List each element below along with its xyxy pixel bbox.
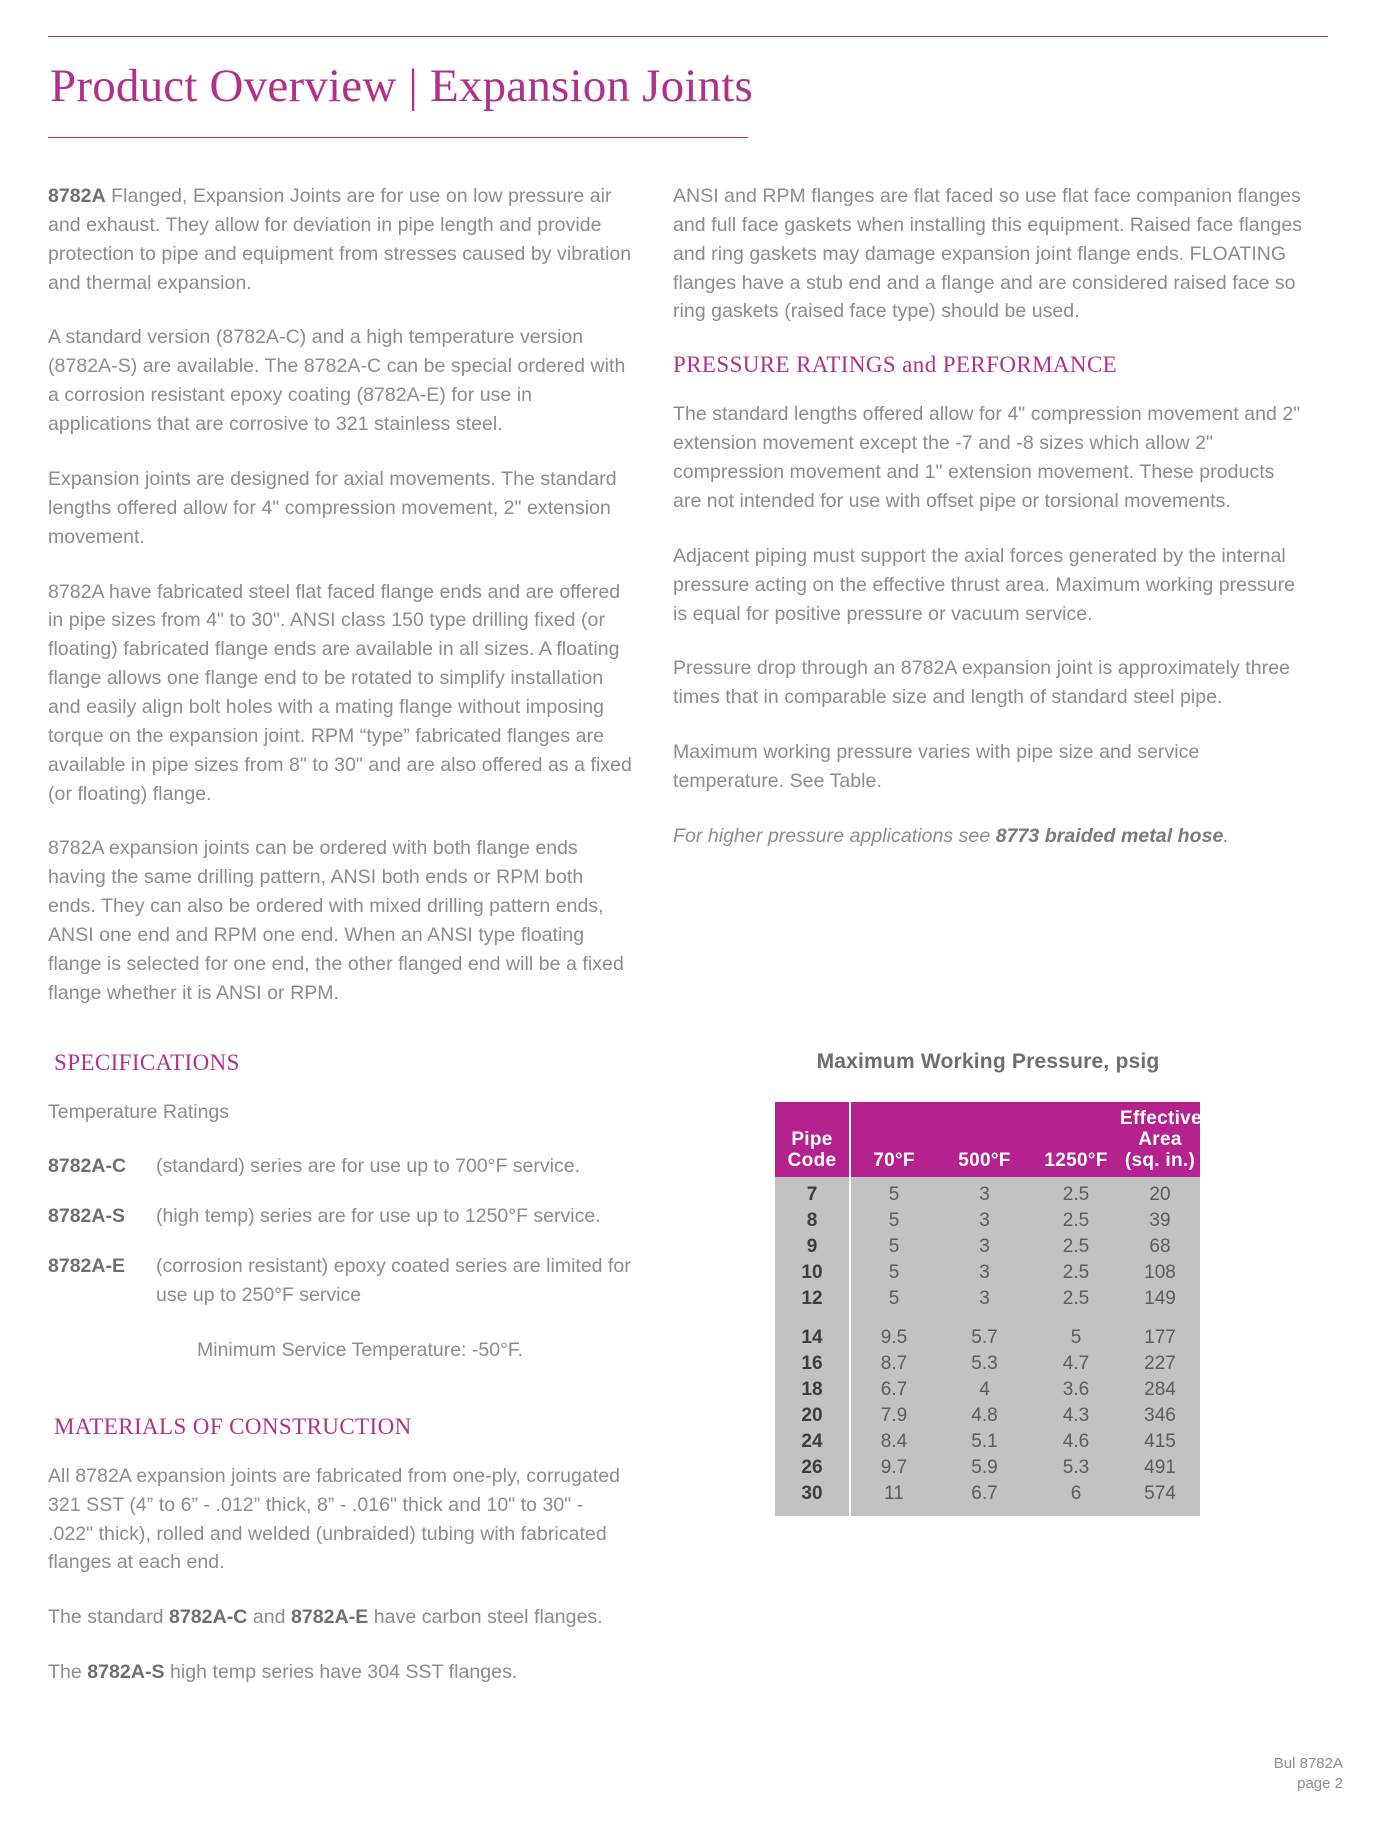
paragraph-adjacent-piping: Adjacent piping must support the axial forces generated by the internal pressure acting on the effective thrust area. Maximum working pressure is equal for positive pressure or vacuum service. (673, 544, 1296, 625)
sst-lead: The (48, 1661, 88, 1684)
minimum-service-temperature-note: Minimum Service Temperature: -50°F. (197, 1338, 524, 1361)
table-row (775, 1403, 1200, 1429)
cell-area: 68 (1120, 1234, 1200, 1260)
table-head (775, 1102, 1200, 1178)
cell-pipe-code: 24 (775, 1429, 850, 1455)
cell-area: 149 (1120, 1286, 1200, 1312)
cell-70f: 6.7 (850, 1377, 937, 1403)
effective-area-line1: Effective (1120, 1107, 1202, 1129)
spec-row (48, 1202, 633, 1230)
paragraph-intro-text: Flanged, Expansion Joints are for use on low pressure air and exhaust. They allow for deviation in pipe length and provide protection to pipe and equipment from stresses caused by vibration and thermal expansion. (48, 185, 632, 294)
cell-70f: 8.7 (850, 1351, 937, 1377)
cell-area: 227 (1120, 1351, 1200, 1377)
cell-pipe-code: 14 (775, 1325, 850, 1351)
cell-500f: 6.7 (937, 1481, 1032, 1516)
heading-specifications: SPECIFICATIONS (54, 1049, 240, 1075)
table-header-row (775, 1102, 1200, 1178)
paragraph-intro (48, 182, 633, 297)
cell-pipe-code: 26 (775, 1455, 850, 1481)
table-row-spacer (775, 1312, 1200, 1325)
cell-70f: 5 (850, 1234, 937, 1260)
product-reference-8773: 8773 braided metal hose (995, 824, 1224, 847)
product-code-8782a-c: 8782A-C (168, 1606, 248, 1629)
cell-pipe-code: 20 (775, 1403, 850, 1429)
cell-1250f: 4.3 (1032, 1403, 1120, 1429)
specifications-column (48, 1050, 633, 1687)
cell-1250f: 3.6 (1032, 1377, 1120, 1403)
cell-70f: 5 (850, 1260, 937, 1286)
spec-code: 8782A-S (48, 1205, 125, 1228)
right-column (673, 182, 1303, 851)
column-header-70f: 70°F (850, 1102, 937, 1178)
cell-500f: 5.3 (937, 1351, 1032, 1377)
effective-area-line3: (sq. in.) (1124, 1150, 1196, 1172)
cell-500f: 4 (937, 1377, 1032, 1403)
cell-500f: 3 (937, 1208, 1032, 1234)
cell-500f: 5.9 (937, 1455, 1032, 1481)
cell-pipe-code: 9 (775, 1234, 850, 1260)
cell-pipe-code: 7 (775, 1177, 850, 1208)
spec-description: (standard) series are for use up to 700°F service. (156, 1154, 580, 1177)
table-caption: Maximum Working Pressure, psig (816, 1049, 1160, 1073)
cell-500f: 3 (937, 1177, 1032, 1208)
product-code-bold: 8782A (48, 185, 106, 208)
cell-area: 108 (1120, 1260, 1200, 1286)
spec-description: (corrosion resistant) epoxy coated series are limited for use up to 250°F service (156, 1255, 631, 1306)
cell-area: 346 (1120, 1403, 1200, 1429)
column-header-1250f: 1250°F (1032, 1102, 1120, 1178)
paragraph-ansi-rpm: ANSI and RPM flanges are flat faced so use flat face companion flanges and full face gaskets when installing this equipment. Raised face flanges and ring gaskets may damage expansion joint flange ends. FLOATING flanges have a stub end and a flange and are considered raised face so ring gaskets (raised face type) should be used. (673, 185, 1303, 323)
document-page (0, 36, 1391, 1836)
header-rule-top (48, 36, 1328, 37)
spacer-cell (937, 1312, 1032, 1325)
cell-1250f: 2.5 (1032, 1260, 1120, 1286)
page-footer (1274, 1754, 1343, 1795)
cell-1250f: 2.5 (1032, 1177, 1120, 1208)
pipe-code-line1: Pipe (791, 1128, 833, 1150)
table-row (775, 1208, 1200, 1234)
cell-70f: 9.7 (850, 1455, 937, 1481)
carbon-lead: The standard (48, 1606, 169, 1629)
cell-1250f: 2.5 (1032, 1286, 1120, 1312)
column-header-500f: 500°F (937, 1102, 1032, 1178)
paragraph-standard-lengths: The standard lengths offered allow for 4" compression movement and 2" extension movement except the -7 and -8 sizes which allow 2" compression movement and 1" extension movement. These products are not intended for use with offset pipe or torsional movements. (673, 403, 1301, 512)
sst-tail: high temp series have 304 SST flanges. (164, 1661, 518, 1684)
paragraph-pressure-drop: Pressure drop through an 8782A expansion joint is approximately three times that in comparable size and length of standard steel pipe. (673, 657, 1290, 709)
table-row (775, 1351, 1200, 1377)
cell-area: 415 (1120, 1429, 1200, 1455)
cell-pipe-code: 30 (775, 1481, 850, 1516)
spec-row (48, 1252, 633, 1309)
column-header-pipe-code (775, 1102, 850, 1178)
cell-500f: 4.8 (937, 1403, 1032, 1429)
table-row (775, 1234, 1200, 1260)
spec-description: (high temp) series are for use up to 1250°F service. (156, 1205, 601, 1228)
table-body (775, 1177, 1200, 1515)
cell-1250f: 5 (1032, 1325, 1120, 1351)
page-title: Product Overview | Expansion Joints (50, 60, 754, 112)
cell-500f: 3 (937, 1286, 1032, 1312)
cell-1250f: 5.3 (1032, 1455, 1120, 1481)
paragraph-carbon-steel-flanges (48, 1603, 633, 1632)
paragraph-axial-movements: Expansion joints are designed for axial movements. The standard lengths offered allow for 4" compression movement, 2" extension movement. (48, 467, 617, 548)
cell-70f: 5 (850, 1208, 937, 1234)
product-code-8782a-s: 8782A-S (87, 1661, 165, 1684)
table-row (775, 1455, 1200, 1481)
cell-pipe-code: 16 (775, 1351, 850, 1377)
paragraph-max-working-pressure: Maximum working pressure varies with pipe size and service temperature. See Table. (673, 741, 1200, 792)
carbon-tail: have carbon steel flanges. (368, 1606, 603, 1629)
cell-area: 39 (1120, 1208, 1200, 1234)
table-row (775, 1177, 1200, 1208)
higher-pressure-tail: . (1223, 824, 1229, 847)
left-column (48, 182, 633, 1007)
table-row (775, 1260, 1200, 1286)
cell-500f: 3 (937, 1234, 1032, 1260)
spec-row (48, 1152, 633, 1180)
table-row (775, 1325, 1200, 1351)
higher-pressure-lead: For higher pressure applications see (673, 824, 996, 847)
cell-70f: 5 (850, 1286, 937, 1312)
paragraph-versions: A standard version (8782A-C) and a high temperature version (8782A-S) are available. The 8782A-C can be special ordered with a corrosion resistant epoxy coating (8782A-E) for use in applications that are corrosive to 321 stainless steel. (48, 326, 626, 436)
cell-70f: 9.5 (850, 1325, 937, 1351)
header-rule-bottom (48, 137, 748, 138)
cell-pipe-code: 8 (775, 1208, 850, 1234)
table-row (775, 1481, 1200, 1516)
paragraph-sst-flanges (48, 1658, 633, 1687)
cell-area: 284 (1120, 1377, 1200, 1403)
cell-500f: 5.1 (937, 1429, 1032, 1455)
cell-pipe-code: 12 (775, 1286, 850, 1312)
heading-materials-of-construction: MATERIALS OF CONSTRUCTION (54, 1413, 412, 1439)
pressure-table-column (673, 1050, 1303, 1516)
effective-area-line2: Area (1138, 1128, 1182, 1150)
table-row (775, 1377, 1200, 1403)
carbon-mid: and (247, 1606, 291, 1629)
cell-70f: 11 (850, 1481, 937, 1516)
footer-bulletin: Bul 8782A (1273, 1754, 1343, 1772)
paragraph-materials-fabrication: All 8782A expansion joints are fabricated from one-ply, corrugated 321 SST (4” to 6” - .012” thick, 8” - .016" thick and 10" to 30" - .022" thick), rolled and welded (unbraided) tubing with fabricated flanges at each end. (48, 1464, 621, 1574)
spec-code: 8782A-E (48, 1255, 125, 1278)
cell-1250f: 2.5 (1032, 1208, 1120, 1234)
table-row (775, 1286, 1200, 1312)
pipe-code-line2: Code (787, 1150, 837, 1172)
cell-1250f: 6 (1032, 1481, 1120, 1516)
table-row (775, 1429, 1200, 1455)
paragraph-flange-ends: 8782A have fabricated steel flat faced flange ends and are offered in pipe sizes from 4" to 30". ANSI class 150 type drilling fixed (or floating) fabricated flange ends are available in all sizes. A floating flange allows one flange end to be rotated to simplify installation and easily align bolt holes with a mating flange without imposing torque on the expansion joint. RPM “type” fabricated flanges are available in pipe sizes from 8" to 30" and are also offered as a fixed (or floating) flange. (48, 580, 632, 805)
cell-70f: 5 (850, 1177, 937, 1208)
cell-1250f: 4.6 (1032, 1429, 1120, 1455)
paragraph-higher-pressure-note (673, 822, 1303, 851)
lower-section (48, 1050, 1343, 1687)
spec-code: 8782A-C (48, 1154, 127, 1177)
cell-pipe-code: 10 (775, 1260, 850, 1286)
heading-pressure-ratings: PRESSURE RATINGS and PERFORMANCE (673, 352, 1118, 378)
temperature-ratings-label: Temperature Ratings (48, 1100, 230, 1123)
product-code-8782a-e: 8782A-E (291, 1606, 369, 1629)
spacer-cell (775, 1312, 850, 1325)
spacer-cell (1120, 1312, 1200, 1325)
cell-area: 574 (1120, 1481, 1200, 1516)
spacer-cell (850, 1312, 937, 1325)
paragraph-drilling-patterns: 8782A expansion joints can be ordered with both flange ends having the same drilling pattern, ANSI both ends or RPM both ends. They can also be ordered with mixed drilling pattern ends, ANSI one end and RPM one end. When an ANSI type floating flange is selected for one end, the other flanged end will be a fixed flange whether it is ANSI or RPM. (48, 837, 624, 1004)
cell-1250f: 4.7 (1032, 1351, 1120, 1377)
cell-area: 177 (1120, 1325, 1200, 1351)
cell-70f: 8.4 (850, 1429, 937, 1455)
spacer-cell (1032, 1312, 1120, 1325)
cell-1250f: 2.5 (1032, 1234, 1120, 1260)
cell-area: 20 (1120, 1177, 1200, 1208)
cell-70f: 7.9 (850, 1403, 937, 1429)
cell-pipe-code: 18 (775, 1377, 850, 1403)
column-header-effective-area (1120, 1102, 1200, 1178)
cell-500f: 3 (937, 1260, 1032, 1286)
cell-500f: 5.7 (937, 1325, 1032, 1351)
main-columns (48, 182, 1343, 1007)
footer-page-number: page 2 (1297, 1774, 1343, 1792)
maximum-working-pressure-table (775, 1102, 1201, 1516)
cell-area: 491 (1120, 1455, 1200, 1481)
